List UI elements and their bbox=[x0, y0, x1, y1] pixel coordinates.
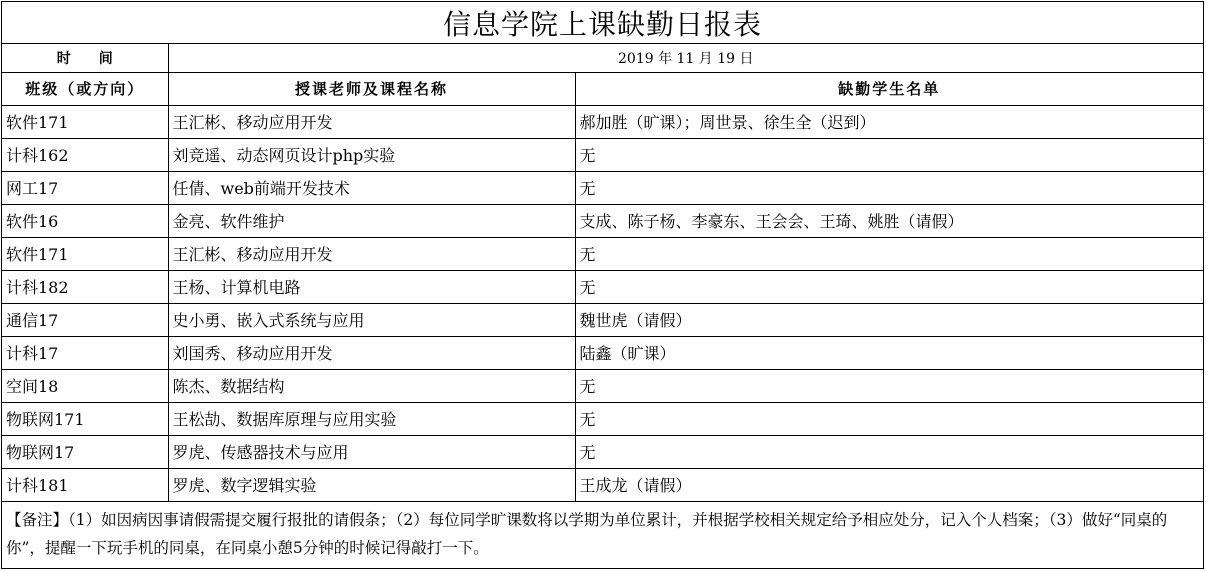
cell-course: 陈杰、数据结构 bbox=[168, 369, 575, 402]
table-row bbox=[2, 237, 1203, 270]
cell-absent: 无 bbox=[575, 138, 1203, 171]
cell-absent: 无 bbox=[575, 369, 1203, 402]
time-label: 时 间 bbox=[2, 44, 168, 72]
cell-absent: 无 bbox=[575, 402, 1203, 435]
header-row bbox=[2, 72, 1203, 105]
table-row bbox=[2, 303, 1203, 336]
cell-absent: 陆鑫（旷课） bbox=[575, 336, 1203, 369]
cell-absent: 无 bbox=[575, 171, 1203, 204]
table-row bbox=[2, 336, 1203, 369]
cell-class: 空间18 bbox=[2, 369, 168, 402]
table-row bbox=[2, 468, 1203, 501]
header-class: 班级（或方向） bbox=[2, 72, 168, 105]
cell-class: 计科182 bbox=[2, 270, 168, 303]
cell-class: 计科181 bbox=[2, 468, 168, 501]
cell-absent: 无 bbox=[575, 237, 1203, 270]
cell-course: 任倩、web前端开发技术 bbox=[168, 171, 575, 204]
attendance-sheet bbox=[1, 1, 1204, 569]
cell-course: 王松劼、数据库原理与应用实验 bbox=[168, 402, 575, 435]
cell-course: 刘竞遥、动态网页设计php实验 bbox=[168, 138, 575, 171]
cell-class: 软件171 bbox=[2, 105, 168, 138]
cell-class: 计科162 bbox=[2, 138, 168, 171]
table-row bbox=[2, 402, 1203, 435]
cell-course: 王杨、计算机电路 bbox=[168, 270, 575, 303]
cell-course: 王汇彬、移动应用开发 bbox=[168, 105, 575, 138]
cell-course: 金亮、软件维护 bbox=[168, 204, 575, 237]
cell-course: 罗虎、数字逻辑实验 bbox=[168, 468, 575, 501]
table-row bbox=[2, 435, 1203, 468]
cell-class: 物联网17 bbox=[2, 435, 168, 468]
cell-course: 刘国秀、移动应用开发 bbox=[168, 336, 575, 369]
cell-course: 罗虎、传感器技术与应用 bbox=[168, 435, 575, 468]
table-row bbox=[2, 105, 1203, 138]
table-row bbox=[2, 171, 1203, 204]
table-row bbox=[2, 204, 1203, 237]
cell-absent: 无 bbox=[575, 270, 1203, 303]
remarks-note: 【备注】（1）如因病因事请假需提交履行报批的请假条；（2）每位同学旷课数将以学期为单位累计，并根据学校相关规定给予相应处分，记入个人档案；（3）做好“同桌的你”，提醒一下玩手机的同桌，在同桌小憩5分钟的时候记得敲打一下。 bbox=[6, 511, 1168, 557]
cell-course: 王汇彬、移动应用开发 bbox=[168, 237, 575, 270]
attendance-table bbox=[2, 44, 1203, 502]
cell-class: 软件171 bbox=[2, 237, 168, 270]
header-absent: 缺勤学生名单 bbox=[575, 72, 1203, 105]
report-title: 信息学院上课缺勤日报表 bbox=[2, 2, 1203, 44]
cell-class: 网工17 bbox=[2, 171, 168, 204]
cell-absent: 无 bbox=[575, 435, 1203, 468]
cell-absent: 支成、陈子杨、李豪东、王会会、王琦、姚胜（请假） bbox=[575, 204, 1203, 237]
time-row bbox=[2, 44, 1203, 72]
report-date: 2019 年 11 月 19 日 bbox=[168, 44, 1203, 72]
table-row bbox=[2, 369, 1203, 402]
cell-class: 物联网171 bbox=[2, 402, 168, 435]
cell-class: 计科17 bbox=[2, 336, 168, 369]
table-row bbox=[2, 138, 1203, 171]
cell-class: 软件16 bbox=[2, 204, 168, 237]
cell-absent: 郝加胜（旷课）；周世景、徐生全（迟到） bbox=[575, 105, 1203, 138]
cell-absent: 王成龙（请假） bbox=[575, 468, 1203, 501]
table-row bbox=[2, 270, 1203, 303]
cell-course: 史小勇、嵌入式系统与应用 bbox=[168, 303, 575, 336]
header-course: 授课老师及课程名称 bbox=[168, 72, 575, 105]
cell-absent: 魏世虎（请假） bbox=[575, 303, 1203, 336]
cell-class: 通信17 bbox=[2, 303, 168, 336]
